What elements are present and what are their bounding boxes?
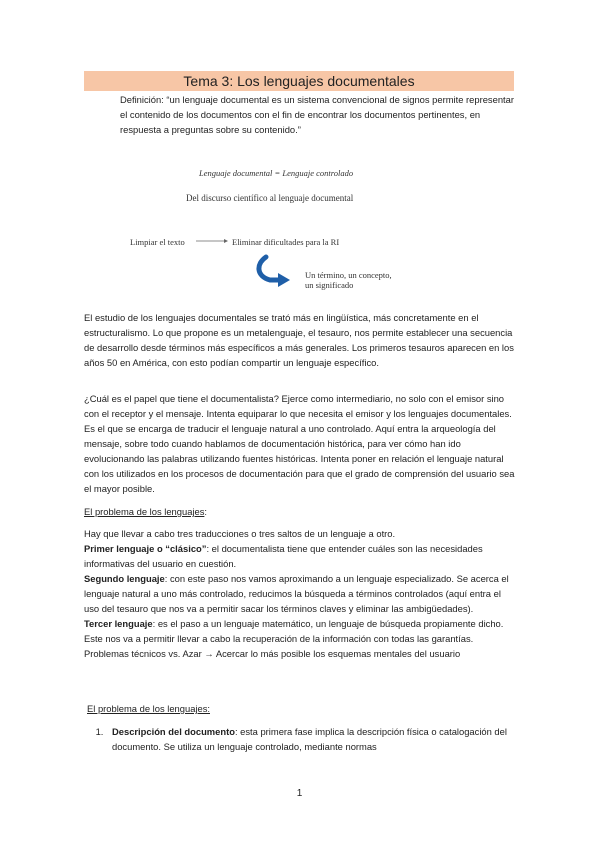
diagram-result-line-2: un significado xyxy=(305,280,354,290)
diagram-line-1: Lenguaje documental = Lenguaje controlado xyxy=(199,168,354,178)
section-problem-languages-2 xyxy=(84,701,516,754)
paragraph-documentalist xyxy=(84,391,516,496)
first-language xyxy=(84,541,516,571)
diagram-left-box: Limpiar el texto xyxy=(130,237,185,247)
problems-line: Problemas técnicos vs. Azar → Acercar lo más posible los esquemas mentales del usuario xyxy=(84,648,461,659)
third-language-label: Tercer lenguaje xyxy=(84,618,153,629)
paragraph-2: ¿Cuál es el papel que tiene el documentalista? Ejerce como intermediario, no solo con el emisor sino con el receptor y el mensaje. Intenta equiparar lo que necesita el emisor y los lenguajes documentales. Es el que se encarga de traducir el lenguaje natural a uno controlado. Aquí entra la arqueología del mensaje, sobre todo cuando hablamos de documentación histórica, para ver cómo han ido evolucionando las palabras utilizando fuentes históricas. Intenta poner en relación el lenguaje natural con los utilizados en los procesos de documentación para que el grado de comprensión del usuario sea el mayor posible. xyxy=(84,393,515,494)
section-heading-1 xyxy=(84,504,516,519)
definition-paragraph: Definición: “un lenguaje documental es un sistema convencional de signos permite representar el contenido de los documentos con el fin de encontrar los documentos pertinentes, en respuesta a preguntas sobre su contenido.” xyxy=(120,94,514,135)
section-heading-colon: : xyxy=(204,506,207,517)
section-problem-languages-1 xyxy=(84,504,516,661)
list-item-text: : esta primera fase implica la descripción física o catalogación del documento. Se utiliza un lenguaje controlado, mediante normas xyxy=(112,726,507,752)
diagram-arrow-head xyxy=(224,239,228,243)
third-language xyxy=(84,616,516,646)
curved-arrow-head-icon xyxy=(278,273,290,287)
second-language-label: Segundo lenguaje xyxy=(84,573,165,584)
section-heading-text: El problema de los lenguajes xyxy=(84,506,205,517)
three-translations-intro: Hay que llevar a cabo tres traducciones o tres saltos de un lenguaje a otro. xyxy=(84,528,396,539)
paragraph-1: El estudio de los lenguajes documentales se trató más en lingüística, más concretamente en el estructuralismo. Lo que propone es un metalenguaje, el tesauro, nos permite establecer una secuencia de desarrollo desde términos más específicos a más generales. Los primeros tesauros aparecen en los años 50 en América, con esto podían compartir un lenguaje específico. xyxy=(84,312,514,368)
language-diagram xyxy=(120,160,480,305)
page-number: 1 xyxy=(296,788,303,799)
list-item-label: Descripción del documento xyxy=(112,726,235,737)
list-item xyxy=(106,724,516,754)
first-language-text: : el documentalista tiene que entender cuáles son las necesidades informativas del usuario en cuestión. xyxy=(84,543,483,569)
diagram-line-2: Del discurso científico al lenguaje documental xyxy=(186,193,354,203)
paragraph-structuralism xyxy=(84,310,516,370)
first-language-label: Primer lenguaje o “clásico” xyxy=(84,543,207,554)
second-language xyxy=(84,571,516,616)
diagram-right-box: Eliminar dificultades para la RI xyxy=(232,237,340,247)
section-heading-2: El problema de los lenguajes: xyxy=(87,703,210,714)
curved-arrow-icon xyxy=(259,257,280,280)
third-language-text: : es el paso a un lenguaje matemático, un lenguaje de búsqueda propiamente dicho. Este nos va a permitir llevar a cabo la recuperación de la información con todas las garantías. xyxy=(84,618,504,644)
second-language-text: : con este paso nos vamos aproximando a un lenguaje especializado. Se acerca el lenguaje natural a uno más controlado, reducimos la búsqueda a términos controlados (aquí entra el uso del tesauro que nos va a permitir sacar los términos claves y eliminar las ambigüedades). xyxy=(84,573,509,614)
numbered-list xyxy=(84,724,516,754)
document-title: Tema 3: Los lenguajes documentales xyxy=(84,71,514,91)
diagram-result-line-1: Un término, un concepto, xyxy=(305,270,392,280)
